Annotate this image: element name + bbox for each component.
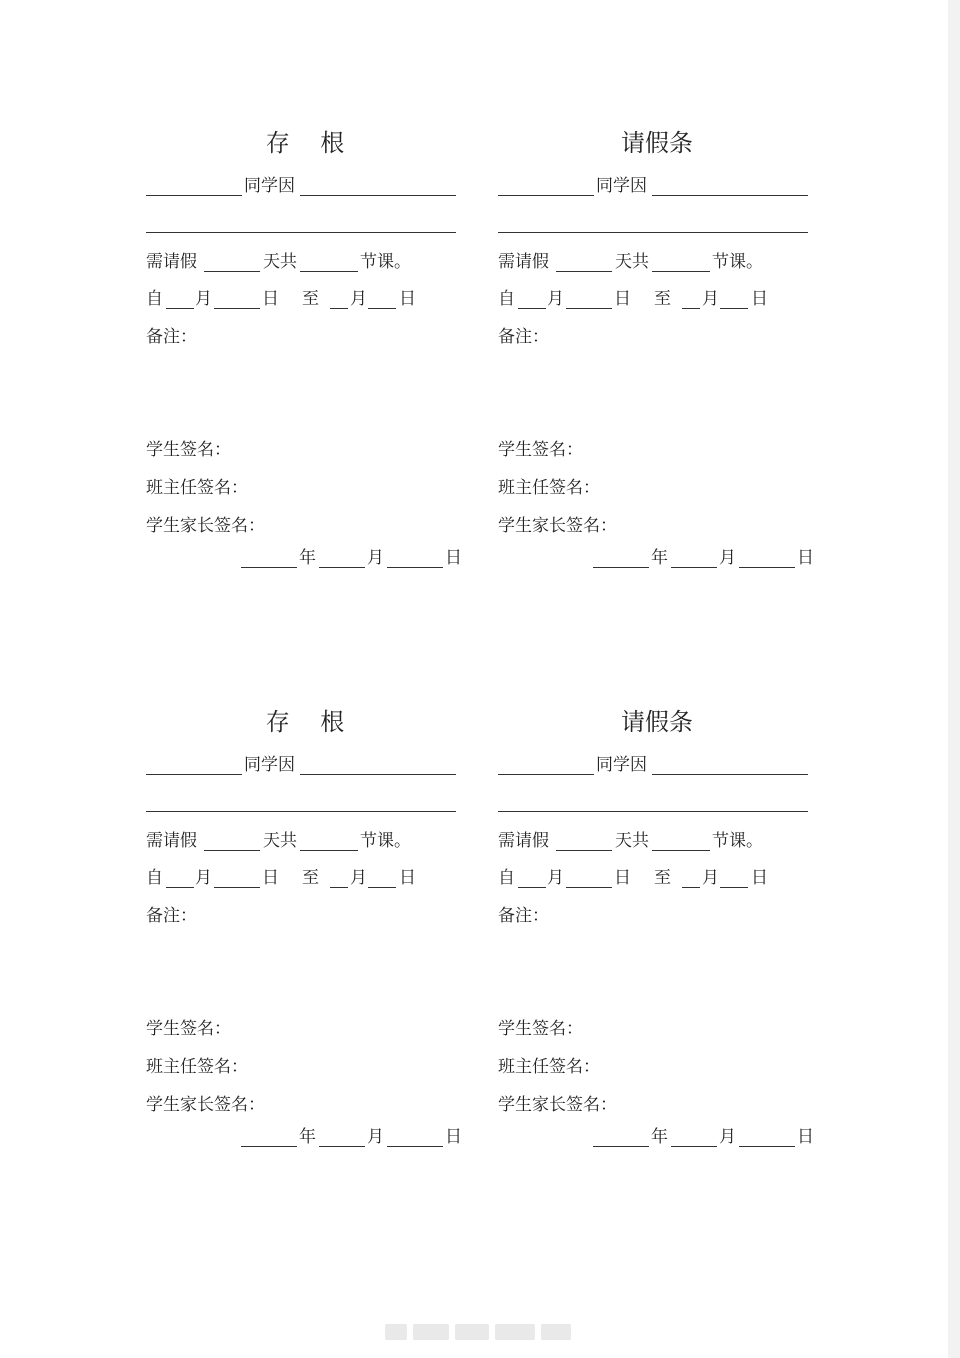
- month-label: 月: [702, 289, 719, 309]
- year-blank: [593, 1146, 649, 1147]
- day-label: 日: [262, 289, 279, 309]
- month-label: 月: [547, 289, 564, 309]
- stub-slip: [146, 579, 476, 1147]
- days-blank: [556, 850, 612, 851]
- days-prefix-label: 需请假: [498, 831, 549, 851]
- periods-blank: [300, 850, 358, 851]
- from-month-blank: [518, 308, 546, 309]
- day-label: 日: [797, 548, 814, 568]
- days-suffix-label: 节课。: [712, 831, 763, 851]
- parent-signature-label: 学生家长签名：: [146, 1095, 265, 1115]
- to-day-blank: [720, 308, 748, 309]
- note-label: 备注：: [146, 327, 197, 347]
- student-name-line: [146, 774, 242, 775]
- year-label: 年: [651, 1127, 668, 1147]
- student-suffix-label: 同学因: [596, 176, 647, 196]
- student-name-line: [498, 774, 594, 775]
- from-month-blank: [166, 308, 194, 309]
- leave-slip: [498, 0, 828, 568]
- day-label: 日: [445, 548, 462, 568]
- date-to-label: 至: [302, 868, 319, 888]
- date-to-label: 至: [654, 868, 671, 888]
- to-month-blank: [682, 308, 700, 309]
- days-suffix-label: 节课。: [360, 252, 411, 272]
- to-day-blank: [720, 887, 748, 888]
- teacher-signature-label: 班主任签名：: [498, 1057, 600, 1077]
- teacher-signature-label: 班主任签名：: [146, 1057, 248, 1077]
- day-label: 日: [797, 1127, 814, 1147]
- student-signature-label: 学生签名：: [498, 1019, 583, 1039]
- day-blank: [387, 1146, 443, 1147]
- month-label: 月: [719, 548, 736, 568]
- slip-title: 请假条: [621, 129, 693, 157]
- date-from-label: 自: [498, 289, 515, 309]
- days-blank: [204, 850, 260, 851]
- slip-title: 存 根: [265, 708, 345, 736]
- year-label: 年: [651, 548, 668, 568]
- month-label: 月: [547, 868, 564, 888]
- reason-line-2: [498, 811, 808, 812]
- student-name-line: [146, 195, 242, 196]
- year-label: 年: [299, 548, 316, 568]
- note-label: 备注：: [498, 327, 549, 347]
- year-label: 年: [299, 1127, 316, 1147]
- day-label: 日: [614, 868, 631, 888]
- student-suffix-label: 同学因: [244, 176, 295, 196]
- slip-title: 存 根: [265, 129, 345, 157]
- note-label: 备注：: [498, 906, 549, 926]
- from-day-blank: [566, 887, 612, 888]
- parent-signature-label: 学生家长签名：: [498, 516, 617, 536]
- year-blank: [241, 1146, 297, 1147]
- to-month-blank: [330, 308, 348, 309]
- to-day-blank: [368, 887, 396, 888]
- month-label: 月: [702, 868, 719, 888]
- slip-title: 请假条: [621, 708, 693, 736]
- to-month-blank: [682, 887, 700, 888]
- month-label: 月: [350, 868, 367, 888]
- day-label: 日: [399, 289, 416, 309]
- day-label: 日: [445, 1127, 462, 1147]
- month-label: 月: [195, 289, 212, 309]
- from-month-blank: [518, 887, 546, 888]
- month-label: 月: [350, 289, 367, 309]
- note-label: 备注：: [146, 906, 197, 926]
- student-signature-label: 学生签名：: [498, 440, 583, 460]
- student-name-line: [498, 195, 594, 196]
- student-signature-label: 学生签名：: [146, 1019, 231, 1039]
- student-suffix-label: 同学因: [596, 755, 647, 775]
- from-day-blank: [214, 308, 260, 309]
- day-label: 日: [751, 289, 768, 309]
- periods-blank: [652, 850, 710, 851]
- date-from-label: 自: [146, 289, 163, 309]
- month-label: 月: [367, 1127, 384, 1147]
- watermark: [385, 1318, 575, 1348]
- reason-line-2: [146, 232, 456, 233]
- month-blank: [671, 567, 717, 568]
- from-day-blank: [566, 308, 612, 309]
- month-blank: [319, 1146, 365, 1147]
- days-mid-label: 天共: [615, 831, 649, 851]
- days-blank: [556, 271, 612, 272]
- day-blank: [739, 567, 795, 568]
- reason-line: [300, 195, 456, 196]
- days-prefix-label: 需请假: [498, 252, 549, 272]
- date-from-label: 自: [498, 868, 515, 888]
- reason-line-2: [498, 232, 808, 233]
- days-mid-label: 天共: [263, 831, 297, 851]
- day-blank: [387, 567, 443, 568]
- days-suffix-label: 节课。: [360, 831, 411, 851]
- days-prefix-label: 需请假: [146, 831, 197, 851]
- month-label: 月: [719, 1127, 736, 1147]
- month-label: 月: [367, 548, 384, 568]
- periods-blank: [300, 271, 358, 272]
- reason-line: [652, 195, 808, 196]
- month-blank: [671, 1146, 717, 1147]
- date-to-label: 至: [302, 289, 319, 309]
- periods-blank: [652, 271, 710, 272]
- day-blank: [739, 1146, 795, 1147]
- student-signature-label: 学生签名：: [146, 440, 231, 460]
- days-suffix-label: 节课。: [712, 252, 763, 272]
- reason-line-2: [146, 811, 456, 812]
- days-mid-label: 天共: [615, 252, 649, 272]
- student-suffix-label: 同学因: [244, 755, 295, 775]
- day-label: 日: [399, 868, 416, 888]
- teacher-signature-label: 班主任签名：: [498, 478, 600, 498]
- reason-line: [652, 774, 808, 775]
- date-to-label: 至: [654, 289, 671, 309]
- month-blank: [319, 567, 365, 568]
- to-month-blank: [330, 887, 348, 888]
- year-blank: [593, 567, 649, 568]
- teacher-signature-label: 班主任签名：: [146, 478, 248, 498]
- day-label: 日: [262, 868, 279, 888]
- day-label: 日: [751, 868, 768, 888]
- reason-line: [300, 774, 456, 775]
- date-from-label: 自: [146, 868, 163, 888]
- day-label: 日: [614, 289, 631, 309]
- to-day-blank: [368, 308, 396, 309]
- days-prefix-label: 需请假: [146, 252, 197, 272]
- parent-signature-label: 学生家长签名：: [498, 1095, 617, 1115]
- from-month-blank: [166, 887, 194, 888]
- stub-slip: [146, 0, 476, 568]
- parent-signature-label: 学生家长签名：: [146, 516, 265, 536]
- days-mid-label: 天共: [263, 252, 297, 272]
- month-label: 月: [195, 868, 212, 888]
- from-day-blank: [214, 887, 260, 888]
- page-edge: [948, 0, 960, 1358]
- days-blank: [204, 271, 260, 272]
- year-blank: [241, 567, 297, 568]
- leave-slip: [498, 579, 828, 1147]
